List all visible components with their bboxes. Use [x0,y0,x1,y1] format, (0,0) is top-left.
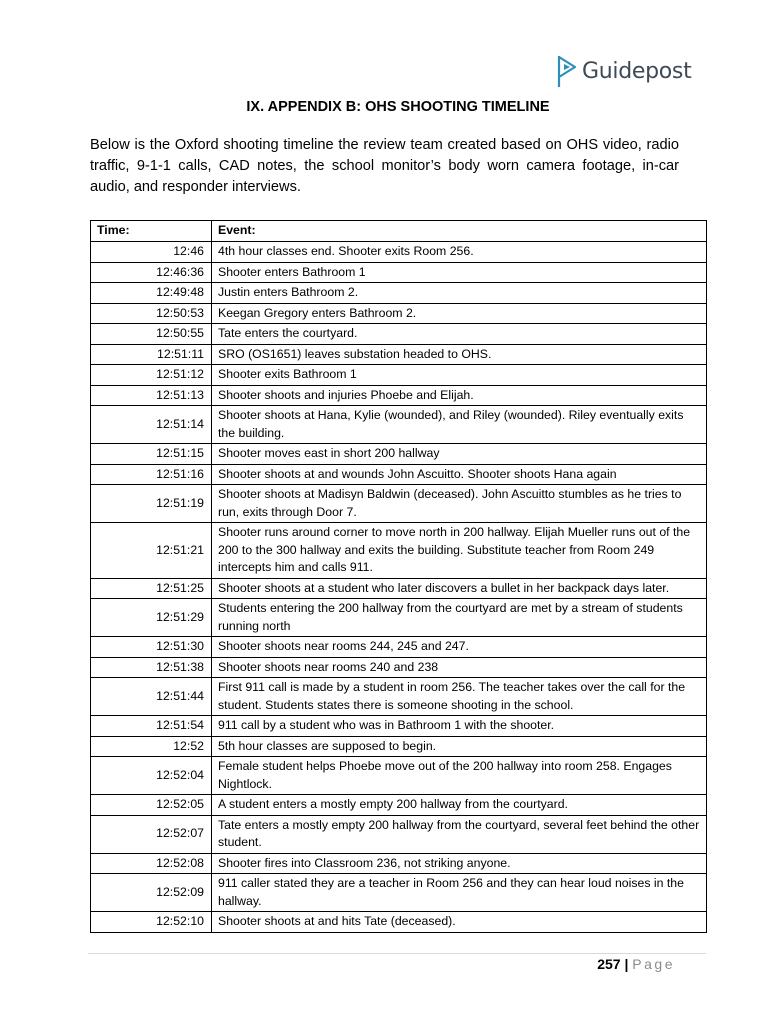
time-cell: 12:51:29 [91,599,212,637]
intro-paragraph: Below is the Oxford shooting timeline the review team created based on OHS video, radio traffic, 9-1-1 calls, CAD notes, the school monitor’s body worn camera footage, in-car audio, and responder interviews. [90,137,679,195]
event-cell: Female student helps Phoebe move out of the 200 hallway into room 258. Engages Nightlock. [212,757,707,795]
table-row [91,678,707,716]
event-cell: Shooter shoots at a student who later discovers a bullet in her backpack days later. [212,578,707,599]
page-label: Page [632,956,675,972]
time-cell: 12:51:11 [91,344,212,365]
event-cell: Shooter runs around corner to move north in 200 hallway. Elijah Mueller runs out of the 200 to the 300 hallway and exits the building. Substitute teacher from Room 249 intercepts him and calls 911. [212,523,707,579]
event-cell: Students entering the 200 hallway from the courtyard are met by a stream of students running north [212,599,707,637]
time-cell: 12:51:16 [91,464,212,485]
event-cell: Shooter shoots at and hits Tate (deceased). [212,912,707,933]
time-cell: 12:51:15 [91,444,212,465]
event-cell: Shooter shoots near rooms 240 and 238 [212,657,707,678]
event-cell: 911 caller stated they are a teacher in Room 256 and they can hear loud noises in the hallway. [212,874,707,912]
table-row [91,578,707,599]
table-row [91,344,707,365]
footer-divider [88,953,706,954]
table-row [91,657,707,678]
event-cell: 5th hour classes are supposed to begin. [212,736,707,757]
event-cell: 911 call by a student who was in Bathroom 1 with the shooter. [212,716,707,737]
table-row [91,406,707,444]
event-cell: Shooter shoots near rooms 244, 245 and 247. [212,637,707,658]
page-footer [597,956,675,972]
time-cell: 12:51:21 [91,523,212,579]
time-cell: 12:46 [91,242,212,263]
event-cell: Keegan Gregory enters Bathroom 2. [212,303,707,324]
table-row [91,365,707,386]
time-cell: 12:51:25 [91,578,212,599]
table-row [91,795,707,816]
time-cell: 12:51:14 [91,406,212,444]
event-cell: Shooter shoots at Madisyn Baldwin (deceased). John Ascuitto stumbles as he tries to run, exits through Door 7. [212,485,707,523]
event-cell: Shooter moves east in short 200 hallway [212,444,707,465]
table-row [91,716,707,737]
guidepost-flag-icon [556,54,578,88]
table-row [91,303,707,324]
time-column-header: Time: [91,221,212,242]
timeline-rows [91,242,707,933]
event-cell: Shooter shoots and injuries Phoebe and Elijah. [212,385,707,406]
table-header-row [91,221,707,242]
page-title: IX. APPENDIX B: OHS SHOOTING TIMELINE [246,99,550,115]
event-cell: First 911 call is made by a student in room 256. The teacher takes over the call for the student. Students states there is someone shooting in the school. [212,678,707,716]
time-cell: 12:51:44 [91,678,212,716]
table-row [91,324,707,345]
time-cell: 12:51:19 [91,485,212,523]
event-cell: SRO (OS1651) leaves substation headed to OHS. [212,344,707,365]
time-cell: 12:51:13 [91,385,212,406]
table-row [91,912,707,933]
timeline-table [90,220,707,933]
event-cell: 4th hour classes end. Shooter exits Room 256. [212,242,707,263]
time-cell: 12:52:04 [91,757,212,795]
time-cell: 12:52:09 [91,874,212,912]
table-row [91,242,707,263]
table-row [91,736,707,757]
table-row [91,385,707,406]
event-cell: Tate enters the courtyard. [212,324,707,345]
event-cell: Justin enters Bathroom 2. [212,283,707,304]
time-cell: 12:52:05 [91,795,212,816]
table-row [91,485,707,523]
logo-wordmark: Guidepost [582,58,692,84]
time-cell: 12:52 [91,736,212,757]
event-cell: Shooter shoots at and wounds John Ascuitto. Shooter shoots Hana again [212,464,707,485]
table-row [91,464,707,485]
time-cell: 12:46:36 [91,262,212,283]
page-number: 257 [597,956,621,972]
table-row [91,283,707,304]
event-cell: Shooter enters Bathroom 1 [212,262,707,283]
time-cell: 12:51:12 [91,365,212,386]
event-column-header: Event: [212,221,707,242]
event-cell: Shooter fires into Classroom 236, not striking anyone. [212,853,707,874]
table-row [91,853,707,874]
footer-separator: | [624,956,629,972]
time-cell: 12:52:10 [91,912,212,933]
event-cell: Shooter exits Bathroom 1 [212,365,707,386]
table-row [91,815,707,853]
time-cell: 12:50:55 [91,324,212,345]
time-cell: 12:52:08 [91,853,212,874]
event-cell: Tate enters a mostly empty 200 hallway from the courtyard, several feet behind the other student. [212,815,707,853]
guidepost-logo [556,54,691,88]
event-cell: A student enters a mostly empty 200 hallway from the courtyard. [212,795,707,816]
table-row [91,523,707,579]
time-cell: 12:49:48 [91,283,212,304]
time-cell: 12:51:54 [91,716,212,737]
table-row [91,262,707,283]
table-row [91,874,707,912]
time-cell: 12:51:30 [91,637,212,658]
table-row [91,599,707,637]
table-row [91,444,707,465]
time-cell: 12:52:07 [91,815,212,853]
table-row [91,757,707,795]
table-row [91,637,707,658]
time-cell: 12:51:38 [91,657,212,678]
event-cell: Shooter shoots at Hana, Kylie (wounded), and Riley (wounded). Riley eventually exits the building. [212,406,707,444]
time-cell: 12:50:53 [91,303,212,324]
